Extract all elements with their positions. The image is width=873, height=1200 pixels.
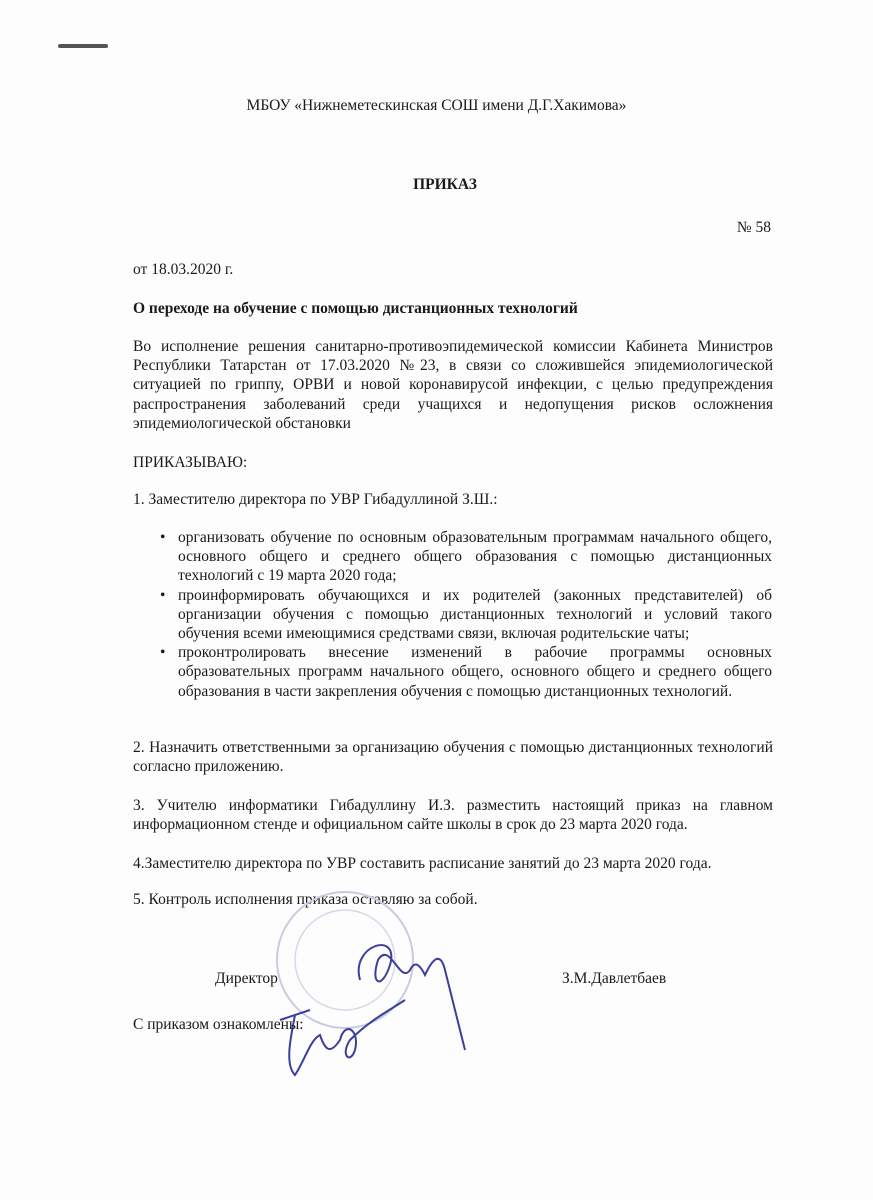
- order-word: ПРИКАЗЫВАЮ:: [133, 454, 248, 471]
- stamp-and-signatures: [250, 890, 490, 1100]
- signature-position: Директор: [215, 970, 278, 987]
- order-item-1: 1. Заместителю директора по УВР Гибадуллиной З.Ш.:: [133, 491, 498, 508]
- document-type: ПРИКАЗ: [413, 176, 477, 193]
- bullet-list: [160, 528, 772, 701]
- order-item-5: 5. Контроль исполнения приказа оставляю за собой.: [133, 891, 478, 908]
- scan-artifact: [58, 44, 108, 48]
- organization-header: МБОУ «Нижнеметескинская СОШ имени Д.Г.Хакимова»: [246, 97, 627, 114]
- bullet-item: • проконтролировать внесение изменений в рабочие программы основных образовательных программ начального общего, основного общего и среднего общего образования в части закрепления обучения с помощью дистанционных технологий.: [160, 643, 772, 701]
- order-item-4: 4.Заместителю директора по УВР составить расписание занятий до 23 марта 2020 года.: [133, 855, 712, 872]
- order-item-2: 2. Назначить ответственными за организацию обучения с помощью дистанционных технологий согласно приложению.: [133, 739, 773, 776]
- document-title: О переходе на обучение с помощью дистанционных технологий: [133, 300, 578, 317]
- signature-name: З.М.Давлетбаев: [562, 970, 667, 987]
- bullet-item: • организовать обучение по основным образовательным программам начального общего, основного общего и среднего общего образования с помощью дистанционных технологий с 19 марта 2020 года;: [160, 528, 772, 586]
- director-signature-icon: [359, 945, 465, 1050]
- acknowledged-label: С приказом ознакомлены:: [133, 1016, 304, 1033]
- document-date: от 18.03.2020 г.: [133, 261, 234, 278]
- preamble: Во исполнение решения санитарно-противоэпидемической комиссии Кабинета Министров Республики Татарстан от 17.03.2020 №23, в связи со сложившейся эпидемиологической ситуацией по гриппу, ОРВИ и новой коронавирусой инфекции, с целью предупреждения распространения заболеваний среди учащихся и недопущения рисков осложнения эпидемиологической обстановки: [133, 338, 773, 432]
- document-number: № 58: [736, 219, 771, 236]
- order-item-3: 3. Учителю информатики Гибадуллину И.З. разместить настоящий приказ на главном информационном стенде и официальном сайте школы в срок до 23 марта 2020 года.: [133, 797, 773, 834]
- bullet-item: • проинформировать обучающихся и их родителей (законных представителей) об организации обучения с помощью дистанционных технологий и условий такого обучения всеми имеющимися средствами связи, включая родительские чаты;: [160, 586, 772, 644]
- acknowledgement-signature-icon: [280, 1000, 405, 1075]
